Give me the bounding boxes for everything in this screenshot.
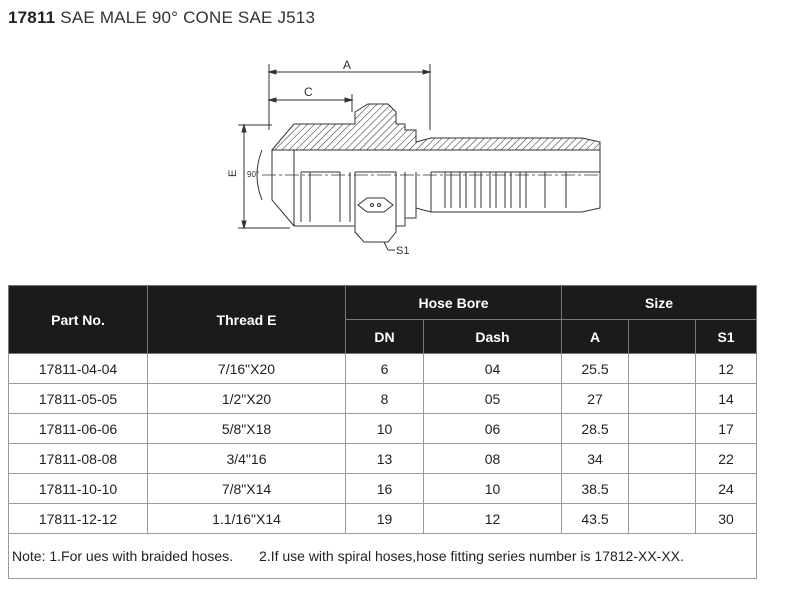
- cell-dash: 12: [424, 504, 562, 534]
- note-row: [9, 534, 757, 579]
- header-dn: DN: [346, 320, 424, 354]
- upper-section-hatch: [272, 104, 600, 150]
- cell-part: 17811-06-06: [9, 414, 148, 444]
- cell-dash: 05: [424, 384, 562, 414]
- cell-part: 17811-05-05: [9, 384, 148, 414]
- cell-part: 17811-04-04: [9, 354, 148, 384]
- cell-s1: 14: [696, 384, 757, 414]
- part-series-code: 17811: [8, 8, 56, 27]
- header-size: Size: [562, 286, 757, 320]
- cell-dn: 19: [346, 504, 424, 534]
- cell-dn: 6: [346, 354, 424, 384]
- cell-a: 43.5: [562, 504, 629, 534]
- header-s1: S1: [696, 320, 757, 354]
- table-row: [9, 384, 757, 414]
- cell-s1: 12: [696, 354, 757, 384]
- table-row: [9, 474, 757, 504]
- cell-thread: 1.1/16"X14: [148, 504, 346, 534]
- fitting-technical-drawing: [0, 0, 791, 280]
- cell-blank: [629, 444, 696, 474]
- header-a: A: [562, 320, 629, 354]
- note-braided: Note: 1.For ues with braided hoses.: [12, 548, 234, 564]
- cell-thread: 3/4"16: [148, 444, 346, 474]
- header-part-no: Part No.: [9, 286, 148, 354]
- cell-a: 34: [562, 444, 629, 474]
- cone-angle-label: 90°: [247, 170, 260, 179]
- cell-part: 17811-12-12: [9, 504, 148, 534]
- cell-blank: [629, 354, 696, 384]
- cell-thread: 5/8"X18: [148, 414, 346, 444]
- fitting-body-outline: [272, 150, 600, 242]
- cell-blank: [629, 504, 696, 534]
- cell-thread: 7/8"X14: [148, 474, 346, 504]
- cell-s1: 24: [696, 474, 757, 504]
- cell-blank: [629, 384, 696, 414]
- dim-a-label: A: [343, 58, 352, 72]
- table-row: [9, 414, 757, 444]
- hose-barbs: [445, 172, 566, 208]
- cell-s1: 17: [696, 414, 757, 444]
- cell-dn: 8: [346, 384, 424, 414]
- note-cell: [9, 534, 757, 579]
- header-blank: [629, 320, 696, 354]
- cell-dash: 04: [424, 354, 562, 384]
- header-hose-bore: Hose Bore: [346, 286, 562, 320]
- cell-thread: 1/2"X20: [148, 384, 346, 414]
- table-row: [9, 444, 757, 474]
- note-spiral: 2.If use with spiral hoses,hose fitting series number is 17812-XX-XX.: [259, 548, 684, 564]
- cell-s1: 30: [696, 504, 757, 534]
- cell-dash: 06: [424, 414, 562, 444]
- cell-blank: [629, 414, 696, 444]
- dim-s1-label: S1: [396, 245, 410, 257]
- cell-dash: 10: [424, 474, 562, 504]
- cell-dn: 13: [346, 444, 424, 474]
- cell-a: 25.5: [562, 354, 629, 384]
- cell-a: 28.5: [562, 414, 629, 444]
- cell-a: 27: [562, 384, 629, 414]
- cell-a: 38.5: [562, 474, 629, 504]
- s1-leader: [384, 242, 388, 250]
- cell-part: 17811-10-10: [9, 474, 148, 504]
- cell-dn: 10: [346, 414, 424, 444]
- dim-c-label: C: [304, 85, 313, 99]
- part-series-name: SAE MALE 90° CONE SAE J513: [60, 8, 316, 27]
- cell-thread: 7/16"X20: [148, 354, 346, 384]
- cell-part: 17811-08-08: [9, 444, 148, 474]
- table-row: [9, 354, 757, 384]
- cell-dn: 16: [346, 474, 424, 504]
- header-dash: Dash: [424, 320, 562, 354]
- spec-table: [8, 285, 757, 579]
- table-row: [9, 504, 757, 534]
- header-thread: Thread E: [148, 286, 346, 354]
- cell-blank: [629, 474, 696, 504]
- cell-dash: 08: [424, 444, 562, 474]
- cell-s1: 22: [696, 444, 757, 474]
- dim-e-label: E: [227, 169, 239, 177]
